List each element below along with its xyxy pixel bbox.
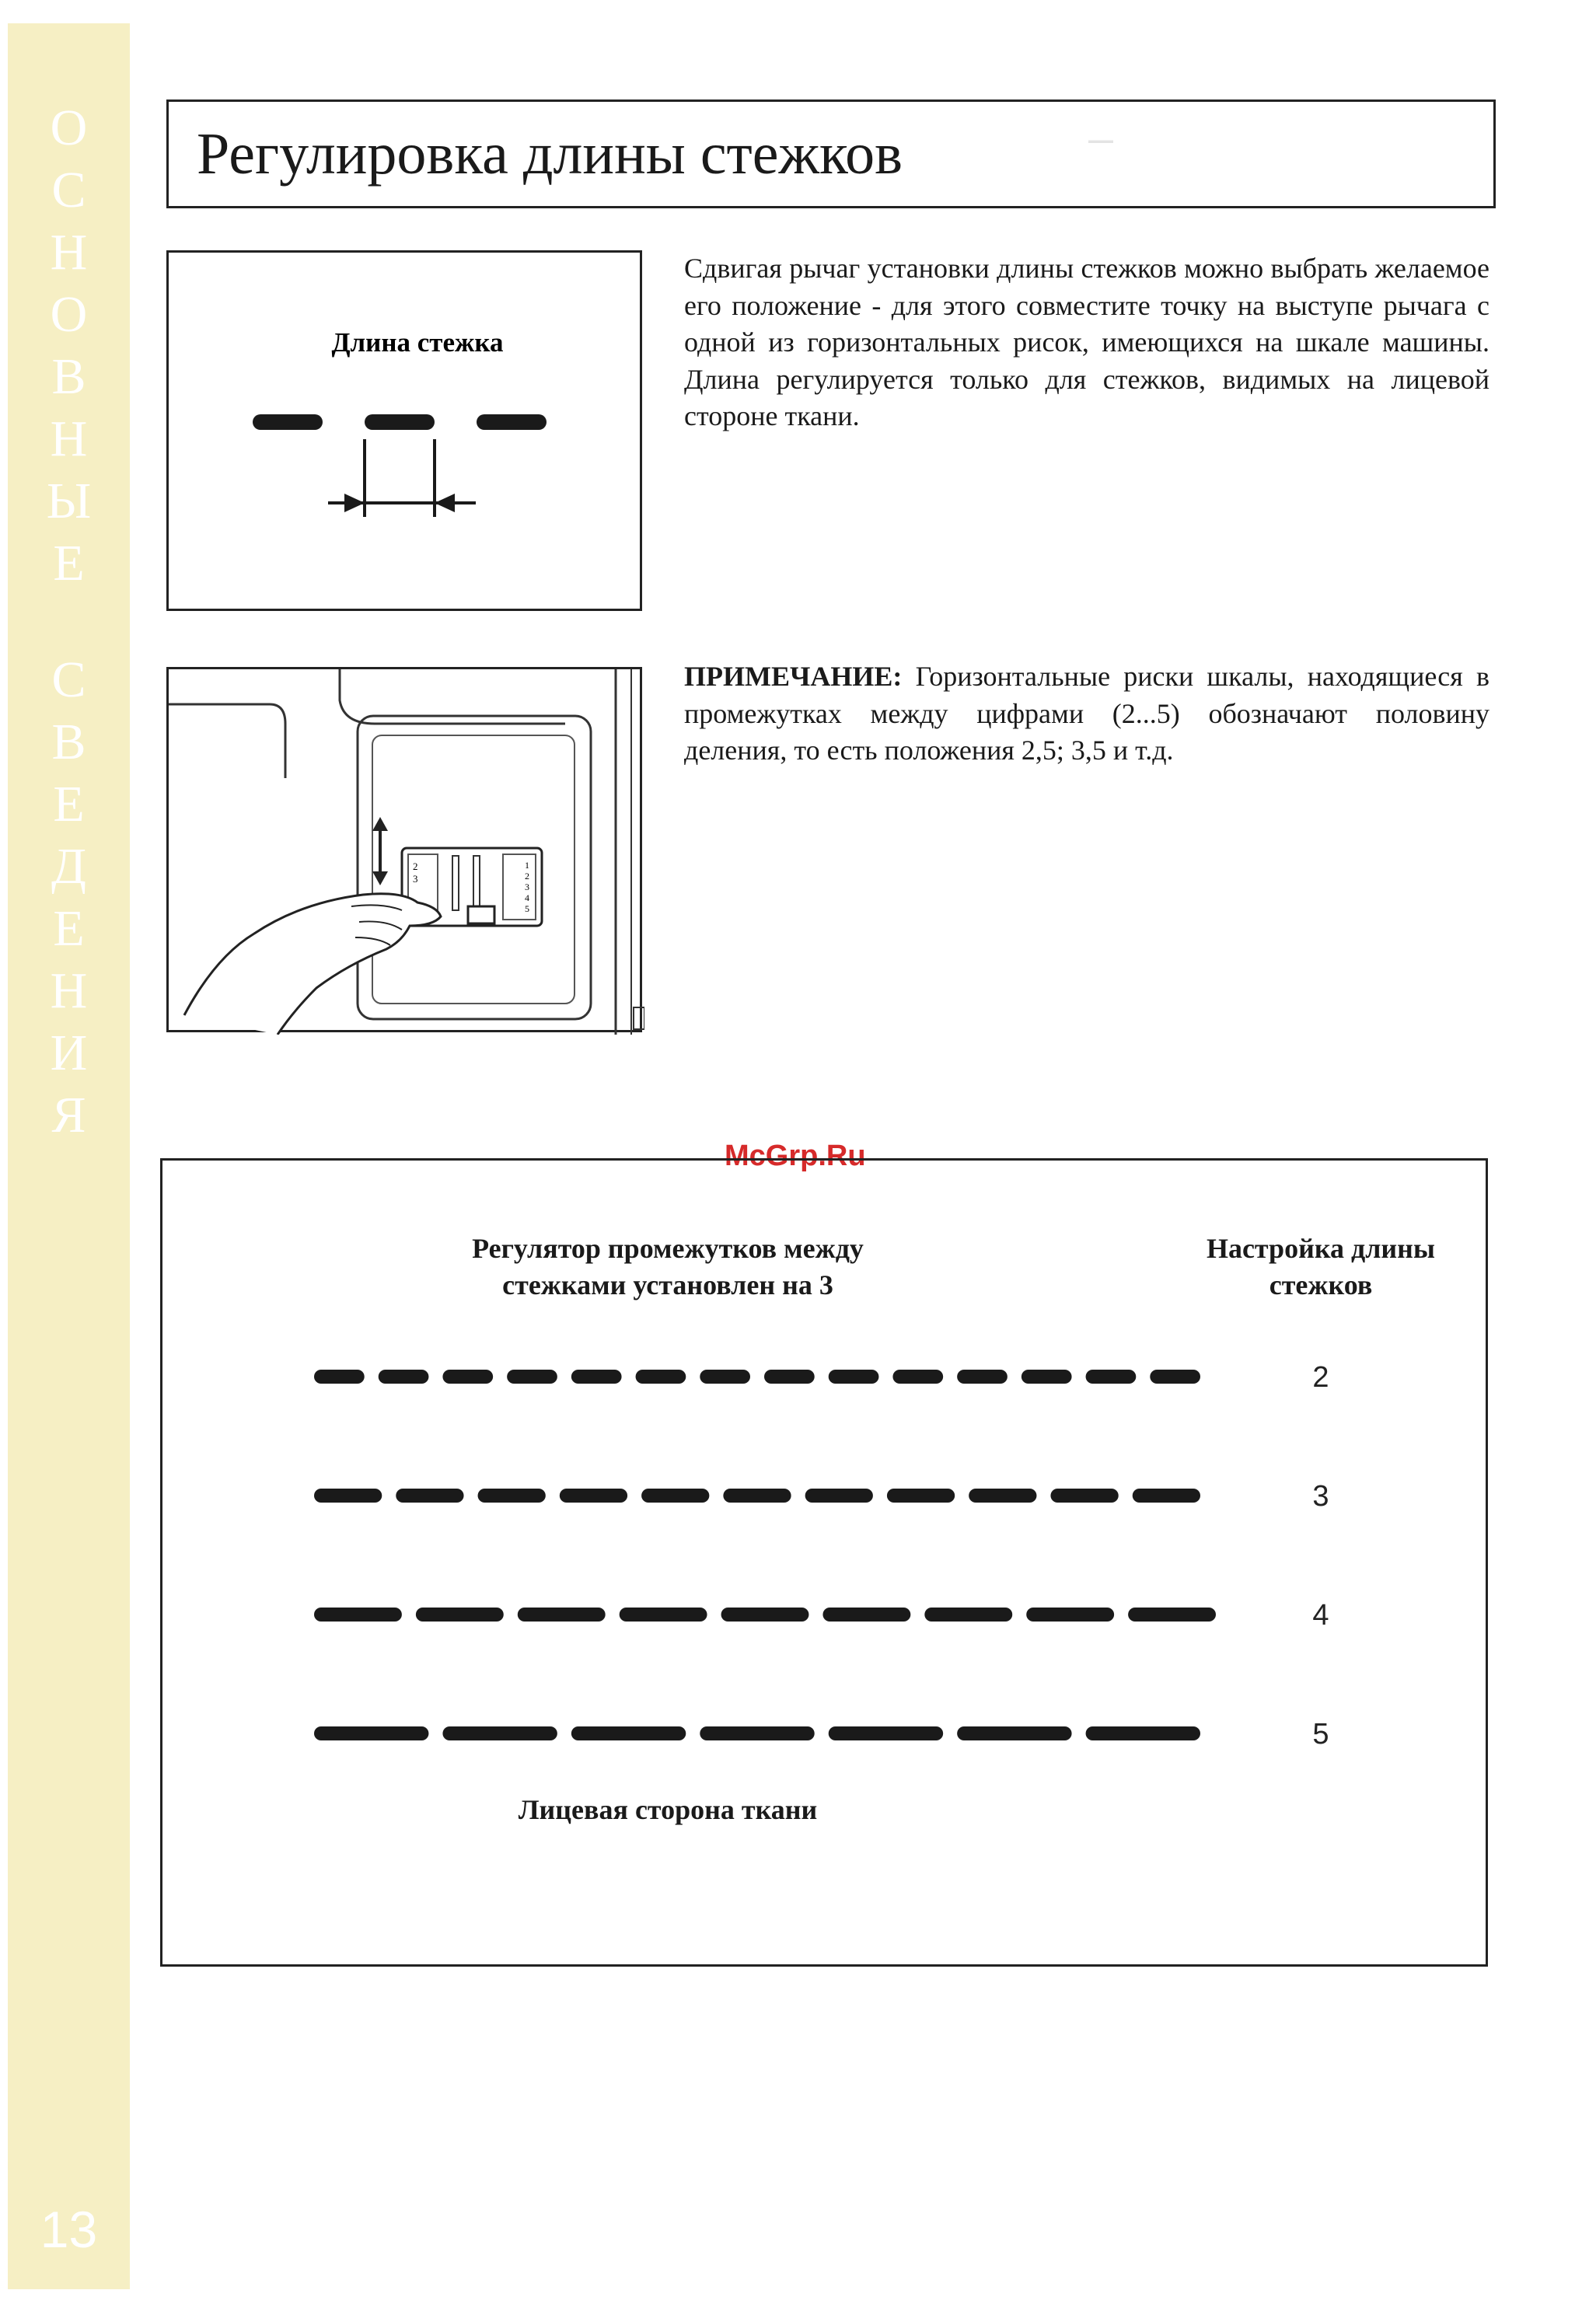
sidebar-letter: Н [50,962,88,1019]
arrow-left-icon [435,494,455,512]
dial-number: 5 [525,903,529,914]
dial-number: 3 [525,881,529,892]
stitch-dash [379,1370,429,1384]
stitch-dash [396,1489,463,1503]
stitch-dash [822,1608,910,1622]
stitch-dash [314,1608,402,1622]
stitch-dash [1086,1726,1200,1740]
stitch-dash [1050,1489,1118,1503]
sidebar-letter: В [51,714,86,770]
sidebar-letter: В [51,348,86,405]
lever-slot [473,856,480,910]
stitch-dash [478,1489,546,1503]
stitch-dash [560,1489,627,1503]
sidebar-letter: Д [51,838,87,895]
stitch-dash [620,1608,707,1622]
stitch-dash [924,1608,1012,1622]
stitch-dash [700,1370,750,1384]
stitch-dash [892,1370,943,1384]
length-setting-value: 4 [1312,1599,1329,1632]
sidebar-letter: Я [51,1087,86,1143]
dial-number: 3 [413,873,418,885]
stitch-length-table [160,1158,1488,1967]
sidebar-letter: Е [53,900,85,957]
stitch-dash [365,414,435,430]
arrow-right-icon [344,494,365,512]
length-setting-value: 3 [1312,1480,1329,1513]
sidebar-letter: Е [53,535,85,592]
dial-number: 2 [525,871,529,881]
stitch-dash [764,1370,815,1384]
stitch-dash [314,1489,382,1503]
length-setting-value: 5 [1312,1718,1329,1751]
dial-scale-right [503,854,536,920]
stitch-dash [416,1608,504,1622]
note-paragraph [684,658,1489,770]
side-knob [634,1007,644,1029]
stitch-length-label: Длина стежка [331,327,504,358]
dial-number: 1 [525,860,529,871]
arrow-down-icon [372,871,388,885]
stitch-dash [442,1370,493,1384]
stitch-dash [723,1489,791,1503]
stitch-dash [957,1726,1071,1740]
stitch-dash [887,1489,955,1503]
dial-number: 2 [413,861,418,872]
stitch-dash [721,1608,809,1622]
stitch-dash [1133,1489,1200,1503]
stitch-dash [314,1726,428,1740]
machine-outline [169,704,285,778]
sidebar-letter: Ы [46,473,92,529]
stitch-dash [957,1370,1008,1384]
stitch-dash [1128,1608,1216,1622]
stitch-dash [253,414,323,430]
intro-paragraph: Сдвигая рычаг установки длины стежков можно выбрать желаемое его положение - для этого совместите точку на выступе рычага с одной из горизонтальных рисок, имеющихся на шкале машины. Длина регулируется только для стежков, видимых на лицевой стороне ткани. [684,253,1489,431]
stitch-dash [507,1370,557,1384]
arrow-up-icon [372,817,388,831]
stitch-dash [477,414,547,430]
stitch-dash [829,1726,943,1740]
section-sidebar [8,23,130,2289]
stitch-length-figure [166,250,642,611]
stitch-dash [1026,1608,1114,1622]
sidebar-letter: Н [50,410,88,467]
stitch-dash [805,1489,873,1503]
stitch-length-lever [468,906,494,923]
sidebar-letter: И [50,1025,88,1081]
sidebar-letter: Е [53,776,85,833]
sidebar-letter: Н [50,224,88,281]
stitch-dash [442,1726,557,1740]
length-setting-header: Настройка длины стежков [1206,1233,1436,1300]
stitch-dash [969,1489,1036,1503]
stitch-dash [829,1370,879,1384]
stitch-dash [1022,1370,1072,1384]
stitch-dash [1150,1370,1200,1384]
fabric-face-caption: Лицевая сторона ткани [518,1794,818,1825]
length-setting-value: 2 [1312,1361,1329,1394]
stitch-dash [641,1489,709,1503]
section-title-vertical [8,97,130,1147]
sidebar-letter: С [51,162,86,218]
note-text: Горизонтальные риски шкалы, находящиеся в промежутках между цифрами (2...5) обозначают половину деления, то есть положения 2,5; 3,5 и т.д. [684,661,1489,766]
note-label: ПРИМЕЧАНИЕ: [684,661,903,692]
sidebar-letter: С [51,651,86,708]
sidebar-letter: О [50,99,88,156]
stitch-dash [314,1370,365,1384]
page-number: 13 [40,2201,98,2258]
watermark: McGrp.Ru [725,1140,866,1172]
stitch-dash [518,1608,606,1622]
machine-lever-figure [166,667,642,1032]
stitch-dash [700,1726,814,1740]
bleed-through-decoration: ⎯ [1088,110,1113,165]
stitch-dash [1086,1370,1137,1384]
stitch-rows-diagram [162,1161,1484,1860]
lever-slot [452,856,459,910]
spacing-regulator-label: Регулятор промежутков между стежками установлен на 3 [472,1233,864,1300]
sidebar-letter: О [50,286,88,343]
hand-illustration [184,894,441,1035]
dial-number: 4 [525,892,529,903]
stitch-dash [571,1370,622,1384]
stitch-dash [571,1726,686,1740]
page-title: Регулировка длины стежков [197,121,903,187]
title-box [166,99,1496,208]
stitch-dash [636,1370,686,1384]
